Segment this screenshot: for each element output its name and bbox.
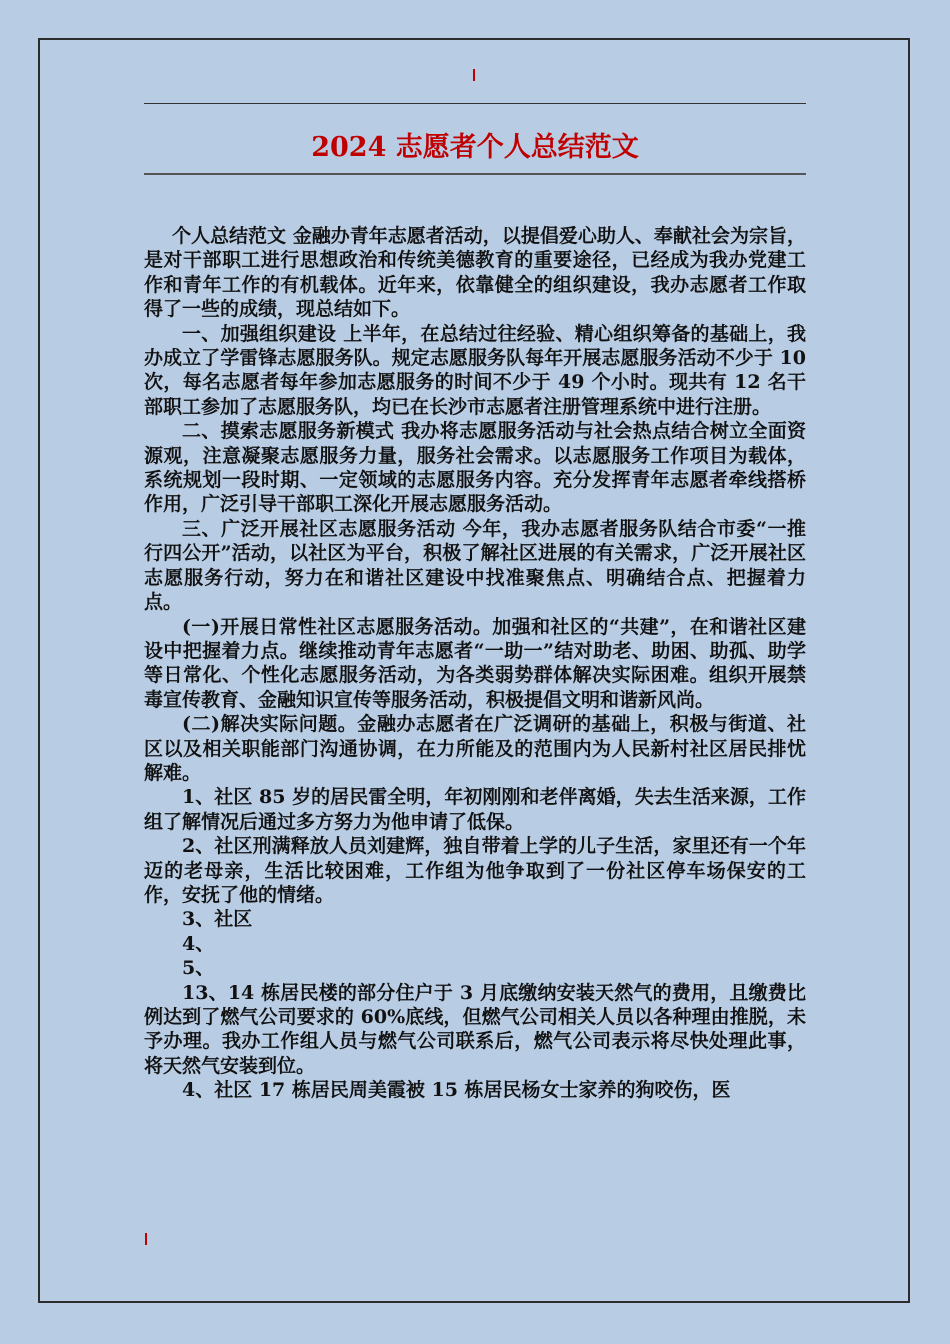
paragraph-item-4: 4、 [182, 932, 215, 955]
header-rule [144, 103, 806, 104]
intro-paragraph: 个人总结范文 金融办青年志愿者活动，以提倡爱心助人、奉献社会为宗旨，是对干部职工进行思想政治和传统美德教育的重要途径，已经成为我办党建工作和青年工作的有机载体。近年来，依靠健全的组织建设，我办志愿者工作取得了一些的成绩，现总结如下。 [144, 225, 806, 321]
title-underline [144, 173, 806, 175]
paragraph-item-5: 5、 [182, 957, 215, 980]
paragraph-subsection-2: (二)解决实际问题。金融办志愿者在广泛调研的基础上，积极与街道、社区以及相关职能部门沟通协调，在力所能及的范围内为人民新村社区居民排忧解难。 [144, 713, 806, 784]
document-body [144, 224, 806, 1103]
paragraph-item-1: 1、社区 85 岁的居民雷全明，年初刚刚和老伴离婚，失去生活来源，工作组了解情况后通过多方努力为他申请了低保。 [144, 786, 806, 833]
paragraph-item-2: 2、社区刑满释放人员刘建辉，独自带着上学的儿子生活，家里还有一个年迈的老母亲，生活比较困难，工作组为他争取到了一份社区停车场保安的工作，安抚了他的情绪。 [144, 835, 806, 906]
header-cursor-mark [473, 69, 475, 81]
paragraph-section-1: 一、加强组织建设 上半年，在总结过往经验、精心组织筹备的基础上，我办成立了学雷锋志愿服务队。规定志愿服务队每年开展志愿服务活动不少于 10 次，每名志愿者每年参加志愿服务的时间不少于 49 个小时。现共有 12 名干部职工参加了志愿服务队，均已在长沙市志愿者注册管理系统中进行注册。 [144, 322, 806, 418]
paragraph-section-2: 二、摸索志愿服务新模式 我办将志愿服务活动与社会热点结合树立全面资源观，注意凝聚志愿服务力量，服务社会需求。以志愿服务工作项目为载体，系统规划一段时期、一定领域的志愿服务内容。充分发挥青年志愿者牵线搭桥作用，广泛引导干部职工深化开展志愿服务活动。 [144, 420, 806, 516]
document-title: 2024 志愿者个人总结范文 [311, 132, 639, 163]
paragraph-subsection-1: (一)开展日常性社区志愿服务活动。加强和社区的“共建”，在和谐社区建设中把握着力点。继续推动青年志愿者“一助一”结对助老、助困、助孤、助学等日常化、个性化志愿服务活动，为各类弱势群体解决实际困难。组织开展禁毒宣传教育、金融知识宣传等服务活动，积极提倡文明和谐新风尚。 [144, 615, 806, 711]
paragraph-item-13: 13、14 栋居民楼的部分住户于 3 月底缴纳安装天然气的费用，且缴费比例达到了燃气公司要求的 60%底线，但燃气公司相关人员以各种理由推脱，未予办理。我办工作组人员与燃气公司联系后，燃气公司表示将尽快处理此事，将天然气安装到位。 [144, 981, 806, 1077]
paragraph-item-3: 3、社区 [182, 908, 253, 931]
paragraph-item-4b: 4、社区 17 栋居民周美霞被 15 栋居民杨女士家养的狗咬伤，医 [182, 1079, 731, 1102]
paragraph-section-3: 三、广泛开展社区志愿服务活动 今年，我办志愿者服务队结合市委“一推行四公开”活动，以社区为平台，积极了解社区进展的有关需求，广泛开展社区志愿服务行动，努力在和谐社区建设中找准聚焦点、明确结合点、把握着力点。 [144, 517, 806, 614]
footer-cursor-mark [145, 1233, 147, 1245]
